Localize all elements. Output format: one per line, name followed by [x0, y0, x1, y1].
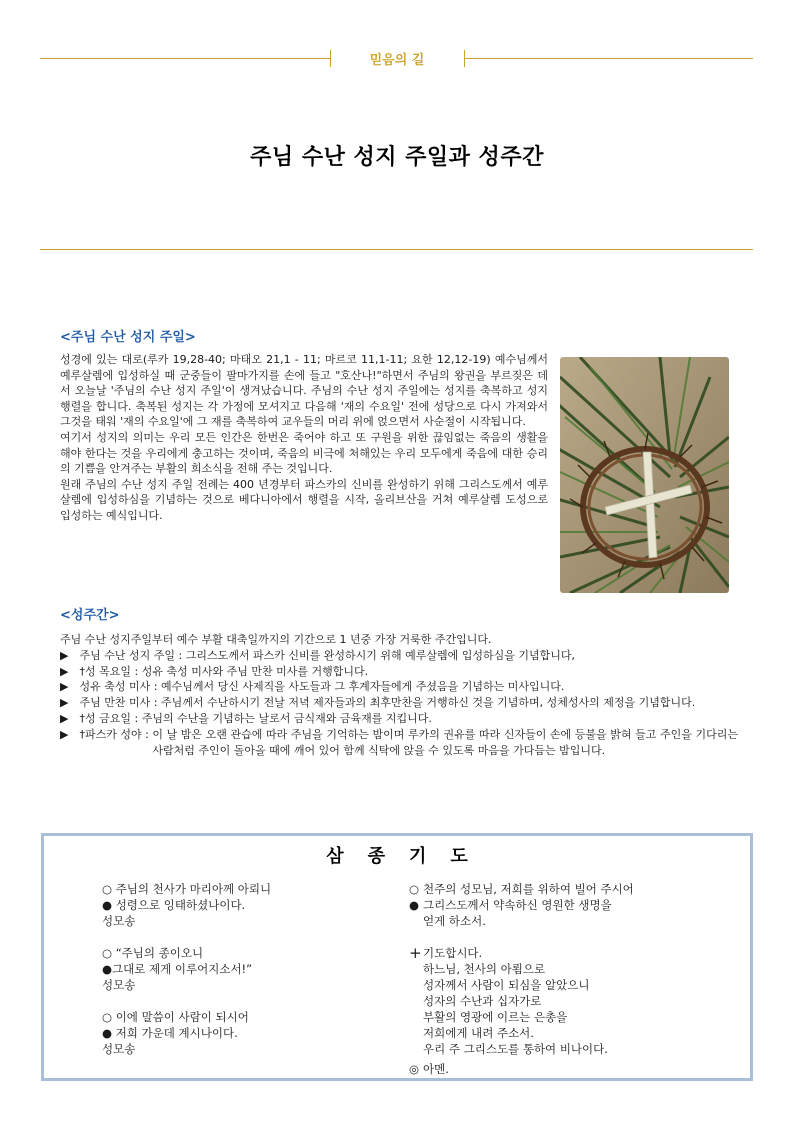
- list-item: [60, 711, 738, 727]
- list-item-text: 그리스도께서 파스카 신비를 완성하시기 위해 예루살렘에 입성하심을 기념합니다,: [185, 648, 575, 662]
- section1-paragraph: 원래 주님의 수난 성지 주일 전례는 400 년경부터 파스카의 신비를 완성하기 위해 그리스도께서 예루살렘에 입성하심을 기념하는 것으로 베다니아에서 행렬을 시작, 올리브산을 거쳐 예루살렘 도성으로 입성하는 예식입니다.: [60, 477, 548, 522]
- list-item: [60, 695, 738, 711]
- filled-circle-icon: ●: [102, 1026, 113, 1040]
- circle-icon: ○: [102, 946, 113, 960]
- page-title: 주님 수난 성지 주일과 성주간: [250, 145, 544, 170]
- list-item-label: 주님 만찬 미사 :: [76, 696, 161, 710]
- prayer-line: ◎ 아멘.: [409, 1062, 449, 1076]
- prayer-line: 하느님, 천사의 아룀으로: [423, 962, 546, 976]
- prayer-line: ● 그리스도께서 약속하신 영원한 생명을: [409, 898, 612, 912]
- section1-heading: <주님 수난 성지 주일>: [60, 330, 196, 345]
- prayer-line: ● 저희 가운데 계시나이다.: [102, 1026, 238, 1040]
- prayer-line: + 기도합시다.: [409, 944, 483, 962]
- prayer-line: 성모송: [102, 914, 136, 928]
- circle-icon: ○: [102, 1010, 113, 1024]
- prayer-line: 성자께서 사람이 되심을 알았으니: [423, 978, 590, 992]
- holy-week-intro: 주님 수난 성지주일부터 예수 부활 대축일까지의 기간으로 1 년중 가장 거룩한 주간입니다.: [60, 633, 492, 646]
- triangle-bullet-icon: ▶: [60, 727, 69, 741]
- list-item-text: 이 날 밤은 오랜 관습에 따라 주님을 기억하는 밤이며 루카의 권유를 따라 신자들이 손에 등불을 밝혀 들고 주인을 기다리는 사람처럼 주인이 돌아올 때에 깨어 있어 함께 식탁에 앉을 수 있도록 마음을 가다듬는 밤입니다.: [152, 727, 738, 757]
- prayer-line: 저희에게 내려 주소서.: [423, 1026, 534, 1040]
- list-item-label: †파스카 성야 :: [76, 727, 153, 741]
- palm-cross-crown-of-thorns-image: [560, 357, 729, 593]
- circle-icon: ○: [102, 882, 113, 896]
- triangle-bullet-icon: ▶: [60, 648, 69, 662]
- prayer-line: ●그대로 제게 이루어지소서!”: [102, 962, 253, 976]
- filled-circle-icon: ●: [102, 962, 113, 976]
- section1-paragraph: 성경에 있는 대로(루카 19,28-40; 마태오 21,1 - 11; 마르코 11,1-11; 요한 12,12-19) 예수님께서 예루살렘에 입성하실 때 군중들이 팔마가지를 손에 들고 "호산나!"하면서 주님의 왕권을 부르짖은 데서 오늘날 '주님의 수난 성지 주일'이 생겨났습니다. 주님의 수난 성지 주일에는 성지를 축복하고 성지행렬을 합니다. 축복된 성지는 각 가정에 모셔지고 다음해 '재의 수요일' 전에 성당으로 다시 가져와서 그것을 태워 '재의 수요일'에 그 재를 축복하여 교우들의 머리 위에 얹으면서 사순절이 시작됩니다.: [60, 353, 548, 429]
- list-item-label: 성유 축성 미사 :: [76, 680, 161, 694]
- section1-body: [60, 352, 548, 524]
- prayer-line: 우리 주 그리스도를 통하여 비나이다.: [423, 1042, 608, 1056]
- prayer-left-column: [102, 881, 392, 1057]
- holy-week-list: [60, 632, 738, 758]
- triangle-bullet-icon: ▶: [60, 680, 69, 694]
- double-circle-icon: ◎: [409, 1062, 420, 1076]
- list-item-text: 주님의 수난을 기념하는 날로서 금식재와 금육재를 지킵니다.: [141, 711, 432, 725]
- header-rule-left: [40, 58, 330, 59]
- list-item-label: 주님 수난 성지 주일 :: [76, 648, 186, 662]
- triangle-bullet-icon: ▶: [60, 711, 69, 725]
- section2-heading: <성주간>: [60, 608, 120, 623]
- prayer-line: 얻게 하소서.: [423, 914, 486, 928]
- prayer-title: 삼종기도: [326, 846, 492, 867]
- filled-circle-icon: ●: [102, 898, 113, 912]
- triangle-bullet-icon: ▶: [60, 664, 69, 678]
- triangle-bullet-icon: ▶: [60, 696, 69, 710]
- filled-circle-icon: ●: [409, 898, 420, 912]
- list-item-label: †성 금요일 :: [76, 711, 142, 725]
- list-item: [60, 679, 738, 695]
- title-divider: [40, 249, 753, 250]
- prayer-line: ● 성령으로 잉태하셨나이다.: [102, 898, 246, 912]
- circle-icon: ○: [409, 882, 420, 896]
- list-item-text: 예수님께서 당신 사제직을 사도들과 그 후계자들에게 주셨음을 기념하는 미사입니다.: [160, 680, 565, 694]
- list-item: [60, 664, 738, 680]
- list-item: [60, 727, 738, 759]
- prayer-line: ○ 주님의 천사가 마리아께 아뢰니: [102, 882, 272, 896]
- cross-icon: +: [409, 944, 422, 962]
- header-rule-right: [464, 58, 753, 59]
- prayer-line: 성모송: [102, 1042, 136, 1056]
- prayer-line: 부활의 영광에 이르는 은총을: [423, 1010, 568, 1024]
- prayer-line: ○ 천주의 성모님, 저희를 위하여 빌어 주시어: [409, 882, 634, 896]
- list-item: [60, 648, 738, 664]
- header-label: 믿음의 길: [369, 53, 425, 68]
- prayer-right-column: [409, 881, 739, 1077]
- prayer-line: ○ “주님의 종이오니: [102, 946, 204, 960]
- list-item-label: †성 목요일 :: [76, 664, 142, 678]
- prayer-line: 성자의 수난과 십자가로: [423, 994, 542, 1008]
- prayer-line: 성모송: [102, 978, 136, 992]
- list-item-text: 주님께서 수난하시기 전날 저녁 제자들과의 최후만찬을 거행하신 것을 기념하며, 성체성사의 제정을 기념합니다.: [160, 696, 696, 710]
- section1-paragraph: 여기서 성지의 의미는 우리 모든 인간은 한번은 죽어야 하고 또 구원을 위한 끊임없는 죽음의 생활을 해야 한다는 것을 우리에게 충고하는 것이며, 죽음의 비극에 처해있는 우리 모두에게 죽음에 대한 승리의 기쁨을 안겨주는 부활의 희소식을 전해 주는 것입니다.: [60, 430, 548, 476]
- list-item-text: 성유 축성 미사와 주님 만찬 미사를 거행합니다.: [141, 664, 369, 678]
- prayer-line: ○ 이에 말씀이 사람이 되시어: [102, 1010, 249, 1024]
